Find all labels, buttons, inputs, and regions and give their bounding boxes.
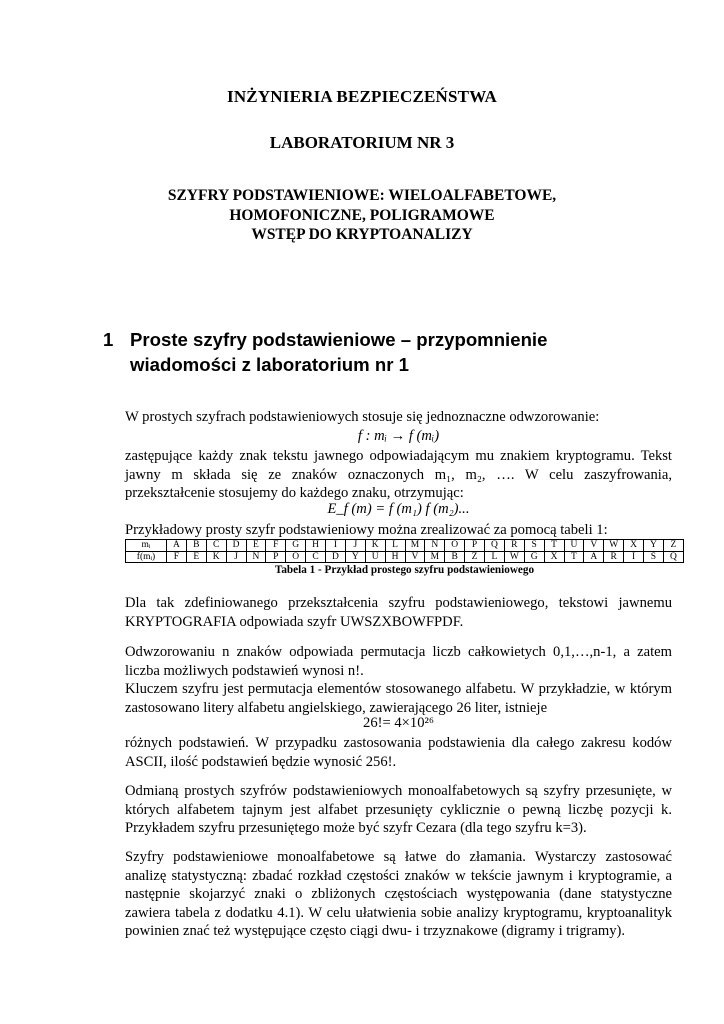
paragraph-cryptanalysis: Szyfry podstawieniowe monoalfabetowe są łatwe do złamania. Wystarczy zastosować analizę statystyczną: zbadać rozkład częstości znaków w tekście jawnym i kryptogramie, a następnie skojarzyć znaki o zbliżonych częstościach występowania (dane statystyczne zawiera tabela z dodatku 4.1). W celu ułatwienia sobie analizy kryptogramu, kryptoanalityk powinien znać też występujące często ciągi dwu- i trzyznakowe (digramy i trigramy). xyxy=(125,849,672,939)
cipher-letter-cell: G xyxy=(524,551,544,563)
plain-letter-cell: S xyxy=(524,540,544,552)
cipher-letter-cell: W xyxy=(504,551,524,563)
plain-letter-cell: P xyxy=(465,540,485,552)
cipher-letter-cell: V xyxy=(405,551,425,563)
cipher-letter-cell: M xyxy=(425,551,445,563)
plain-letter-cell: F xyxy=(266,540,286,552)
section-title-line: Proste szyfry podstawieniowe – przypomnienie xyxy=(130,329,548,350)
plain-letter-cell: C xyxy=(206,540,226,552)
cipher-letter-cell: L xyxy=(485,551,505,563)
cipher-letter-cell: C xyxy=(306,551,326,563)
cipher-letter-cell: T xyxy=(564,551,584,563)
plain-letter-cell: M xyxy=(405,540,425,552)
plain-letter-cell: Q xyxy=(485,540,505,552)
subtitle-line: HOMOFONICZNE, POLIGRAMOWE xyxy=(229,206,495,224)
paragraph-shift-ciphers: Odmianą prostych szyfrów podstawieniowych monoalfabetowych są szyfry przesunięte, w których alfabetem tajnym jest alfabet przesunięty cyklicznie o pewną liczbę pozycji k. Przykładem szyfru przesuniętego może być szyfr Cezara (dla tego szyfru k=3). xyxy=(125,783,672,836)
plain-letter-cell: G xyxy=(286,540,306,552)
row-label: mᵢ xyxy=(126,540,167,552)
cipher-letter-cell: Z xyxy=(465,551,485,563)
lab-subtitle xyxy=(0,186,724,245)
text-line: Odwzorowaniu n znaków odpowiada permutacja liczb całkowietych 0,1,…,n-1, a zatem xyxy=(125,644,672,660)
cipher-letter-cell: S xyxy=(644,551,664,563)
text-line: przekształcenie stosujemy do każdego znaku, otrzymując: xyxy=(125,485,464,501)
plain-letter-cell: O xyxy=(445,540,465,552)
text-line: zastępujące każdy znak tekstu jawnego odpowiadającym mu znakiem kryptogramu. Tekst xyxy=(125,448,672,464)
cipher-letter-cell: D xyxy=(326,551,346,563)
table-caption: Tabela 1 - Przykład prostego szyfru podstawieniowego xyxy=(274,564,535,576)
plain-letter-cell: B xyxy=(186,540,206,552)
plain-row xyxy=(126,540,684,552)
plain-letter-cell: X xyxy=(624,540,644,552)
subtitle-line: SZYFRY PODSTAWIENIOWE: WIELOALFABETOWE, xyxy=(167,187,557,204)
substitution-table xyxy=(125,539,684,563)
section-number: 1 xyxy=(103,329,114,350)
plain-letter-cell: H xyxy=(306,540,326,552)
paragraph-table-intro: Przykładowy prosty szyfr podstawieniowy można zrealizować za pomocą tabeli 1: xyxy=(125,522,608,538)
plain-letter-cell: Y xyxy=(644,540,664,552)
plain-letter-cell: T xyxy=(544,540,564,552)
cipher-letter-cell: O xyxy=(286,551,306,563)
plain-letter-cell: Z xyxy=(663,540,683,552)
row-label: f(mᵢ) xyxy=(126,551,167,563)
formula-mapping: f : mᵢ → f (mᵢ) xyxy=(357,428,440,444)
paragraph-intro: W prostych szyfrach podstawieniowych stosuje się jednoznaczne odwzorowanie: xyxy=(125,409,600,425)
cipher-letter-cell: Y xyxy=(345,551,365,563)
plain-letter-cell: N xyxy=(425,540,445,552)
cipher-letter-cell: K xyxy=(206,551,226,563)
plain-letter-cell: K xyxy=(365,540,385,552)
plain-letter-cell: A xyxy=(167,540,187,552)
cipher-letter-cell: P xyxy=(266,551,286,563)
cipher-row xyxy=(126,551,684,563)
plain-letter-cell: D xyxy=(226,540,246,552)
plain-letter-cell: W xyxy=(604,540,624,552)
paragraph-ascii xyxy=(125,734,672,771)
paragraph-example: Dla tak zdefiniowanego przekształcenia szyfru podstawieniowego, tekstowi jawnemu KRYPTOGRAFIA odpowiada szyfr UWSZXBOWFPDF. xyxy=(125,595,672,630)
formula-encryption: E_f (m) = f (m₁) f (m₂)... xyxy=(327,501,470,517)
plain-letter-cell: E xyxy=(246,540,266,552)
plain-letter-cell: V xyxy=(584,540,604,552)
plain-letter-cell: I xyxy=(326,540,346,552)
cipher-letter-cell: A xyxy=(584,551,604,563)
paragraph-mapping xyxy=(125,447,672,503)
cipher-letter-cell: R xyxy=(604,551,624,563)
text-line: różnych podstawień. W przypadku zastosowania podstawienia dla całego zakresu kodów xyxy=(125,735,672,751)
plain-letter-cell: U xyxy=(564,540,584,552)
cipher-letter-cell: J xyxy=(226,551,246,563)
section-title xyxy=(130,327,630,377)
section-title-line: wiadomości z laboratorium nr 1 xyxy=(130,354,409,375)
cipher-letter-cell: I xyxy=(624,551,644,563)
text-line: Kluczem szyfru jest permutacja elementów stosowanego alfabetu. W przykładzie, w którym xyxy=(125,681,672,697)
cipher-letter-cell: X xyxy=(544,551,564,563)
text-line: liczba możliwych podstawień wynosi n!. xyxy=(125,662,364,679)
cipher-letter-cell: H xyxy=(385,551,405,563)
formula-factorial: 26!= 4×10²⁶ xyxy=(363,715,434,731)
plain-letter-cell: J xyxy=(345,540,365,552)
lab-title: LABORATORIUM NR 3 xyxy=(269,133,455,152)
text-line: zastosowano litery alfabetu angielskiego, zawierającego 26 liter, istnieje xyxy=(125,699,548,716)
cipher-letter-cell: Q xyxy=(663,551,683,563)
cipher-letter-cell: N xyxy=(246,551,266,563)
plain-letter-cell: L xyxy=(385,540,405,552)
cipher-letter-cell: F xyxy=(167,551,187,563)
text-line: jawny m składa się ze znaków oznaczonych m₁, m₂, …. W celu zaszyfrowania, xyxy=(125,466,672,483)
cipher-letter-cell: U xyxy=(365,551,385,563)
cipher-letter-cell: E xyxy=(186,551,206,563)
course-title: INŻYNIERIA BEZPIECZEŃSTWA xyxy=(227,87,497,106)
text-line: ASCII, ilość podstawień będzie wynosić 256!. xyxy=(125,753,397,770)
cipher-letter-cell: B xyxy=(445,551,465,563)
subtitle-line: WSTĘP DO KRYPTOANALIZY xyxy=(251,226,473,243)
plain-letter-cell: R xyxy=(504,540,524,552)
paragraph-permutations xyxy=(125,643,672,717)
